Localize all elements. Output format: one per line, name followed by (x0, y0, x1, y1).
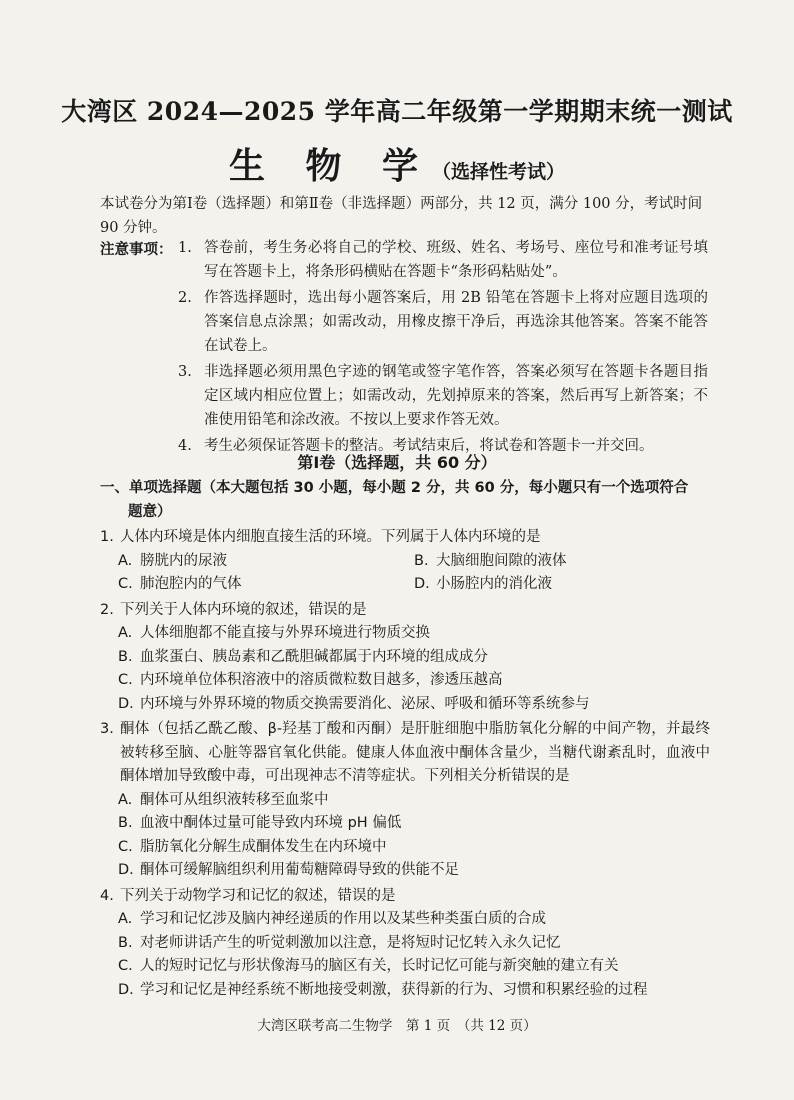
page-footer: 大湾区联考高二生物学 第 1 页 （共 12 页） (257, 1018, 537, 1034)
question-number: 3. (100, 721, 114, 737)
question-list (100, 526, 710, 1004)
notice-text: 作答选择题时，选出每小题答案后，用 2B 铅笔在答题卡上将对应题目选项的答案信息点涂黑；如需改动，用橡皮擦干净后，再选涂其他答案。答案不能答在试卷上。 (204, 290, 708, 354)
notice-number: 3. (178, 364, 192, 380)
option-label: A. (118, 625, 133, 641)
option-text: 膀胱内的尿液 (140, 552, 227, 569)
option-label: A. (118, 791, 133, 808)
option-b (118, 646, 710, 670)
option-text: 大脑细胞间隙的液体 (436, 552, 567, 569)
part-heading-line2: 题意） (128, 504, 172, 520)
question-3 (100, 718, 710, 883)
notice-label: 注意事项： (100, 242, 173, 258)
option-label: D. (414, 576, 430, 592)
option-text: 脂肪氧化分解生成酮体发生在内环境中 (140, 838, 387, 855)
notice-item (178, 236, 708, 284)
notice-list (178, 236, 708, 460)
option-text: 学习和记忆涉及脑内神经递质的作用以及某些种类蛋白质的合成 (140, 911, 546, 927)
question-number: 4. (100, 887, 114, 904)
option-d (414, 573, 710, 597)
exam-intro: 本试卷分为第Ⅰ卷（选择题）和第Ⅱ卷（非选择题）两部分，共 12 页，满分 100 分，考试时间 90 分钟。 (100, 196, 703, 236)
notice-number: 1. (178, 240, 192, 256)
option-text: 酮体可从组织液转移至血浆中 (140, 791, 329, 808)
part-heading (100, 476, 710, 524)
option-label: B. (118, 815, 133, 831)
option-text: 内环境与外界环境的物质交换需要消化、泌尿、呼吸和循环等系统参与 (140, 695, 590, 712)
option-text: 对老师讲话产生的听觉刺激加以注意，是将短时记忆转入永久记忆 (140, 934, 561, 951)
option-text: 肺泡腔内的气体 (140, 576, 242, 592)
section-heading: 第Ⅰ卷（选择题，共 60 分） (297, 453, 497, 472)
option-grid (100, 550, 710, 597)
question-4 (100, 885, 710, 1003)
notice-item (178, 286, 708, 358)
option-c (118, 573, 414, 597)
question-stem: 人体内环境是体内细胞直接生活的环境。下列属于人体内环境的是 (120, 529, 541, 545)
subject-heading (0, 138, 794, 189)
option-text: 人的短时记忆与形状像海马的脑区有关，长时记忆可能与新突触的建立有关 (140, 958, 619, 974)
question-1 (100, 526, 710, 597)
option-label: C. (118, 576, 133, 592)
option-label: A. (118, 552, 133, 569)
subject-type: （选择性考试） (432, 161, 566, 183)
option-text: 血浆蛋白、胰岛素和乙酰胆碱都属于内环境的组成成分 (140, 648, 488, 665)
option-b (414, 550, 710, 574)
notice-text: 答卷前，考生务必将自己的学校、班级、姓名、考场号、座位号和准考证号填写在答题卡上，将条形码横贴在答题卡“条形码粘贴处”。 (204, 240, 708, 280)
option-text: 小肠腔内的消化液 (436, 576, 552, 592)
question-stem: 下列关于动物学习和记忆的叙述，错误的是 (120, 887, 396, 904)
option-b (118, 932, 710, 956)
option-a (118, 622, 710, 646)
option-b (118, 812, 710, 836)
question-stem: 下列关于人体内环境的叙述，错误的是 (120, 601, 367, 618)
part-heading-line1: 一、单项选择题（本大题包括 30 小题，每小题 2 分，共 60 分，每小题只有一个选项符合 (100, 480, 689, 496)
option-label: C. (118, 838, 133, 855)
option-c (118, 955, 710, 979)
option-label: C. (118, 672, 133, 688)
option-text: 内环境单位体积溶液中的溶质微粒数目越多，渗透压越高 (140, 672, 503, 688)
option-label: D. (118, 695, 134, 712)
notice-number: 4. (178, 438, 192, 454)
question-2 (100, 599, 710, 717)
option-label: B. (414, 552, 429, 569)
option-label: D. (118, 981, 134, 998)
option-list (100, 622, 710, 716)
exam-title: 大湾区 2024—2025 学年高二年级第一学期期末统一测试 (61, 97, 733, 126)
notice-number: 2. (178, 290, 192, 306)
question-number: 2. (100, 601, 114, 618)
option-label: B. (118, 934, 133, 951)
notice-text: 非选择题必须用黑色字迹的钢笔或签字笔作答，答案必须写在答题卡各题目指定区域内相应位置上；如需改动，先划掉原来的答案，然后再写上新答案；不准使用铅笔和涂改液。不按以上要求作答无效。 (204, 364, 708, 428)
option-list (100, 908, 710, 1002)
option-c (118, 669, 710, 693)
option-label: A. (118, 911, 133, 927)
question-number: 1. (100, 529, 114, 545)
subject-name: 生 物 学 (228, 145, 433, 187)
option-text: 学习和记忆是神经系统不断地接受刺激，获得新的行为、习惯和积累经验的过程 (140, 981, 648, 998)
option-c (118, 836, 710, 860)
option-d (118, 693, 710, 717)
option-label: B. (118, 648, 133, 665)
option-d (118, 859, 710, 883)
notice-text: 考生必须保证答题卡的整洁。考试结束后，将试卷和答题卡一并交回。 (204, 438, 654, 454)
option-a (118, 908, 710, 932)
option-text: 人体细胞都不能直接与外界环境进行物质交换 (140, 625, 430, 641)
option-a (118, 789, 710, 813)
option-label: D. (118, 862, 134, 878)
option-list (100, 789, 710, 883)
option-label: C. (118, 958, 133, 974)
question-stem: 酮体（包括乙酰乙酸、β-羟基丁酸和丙酮）是肝脏细胞中脂肪氧化分解的中间产物，并最终被转移至脑、心脏等器官氧化供能。健康人体血液中酮体含量少，当糖代谢紊乱时，血液中酮体增加导致酸中毒，可出现神志不清等症状。下列相关分析错误的是 (120, 721, 710, 784)
option-text: 酮体可缓解脑组织利用葡萄糖障碍导致的供能不足 (140, 862, 459, 878)
option-d (118, 979, 710, 1003)
option-a (118, 550, 414, 574)
option-text: 血液中酮体过量可能导致内环境 pH 偏低 (140, 815, 402, 831)
notice-item (178, 360, 708, 432)
